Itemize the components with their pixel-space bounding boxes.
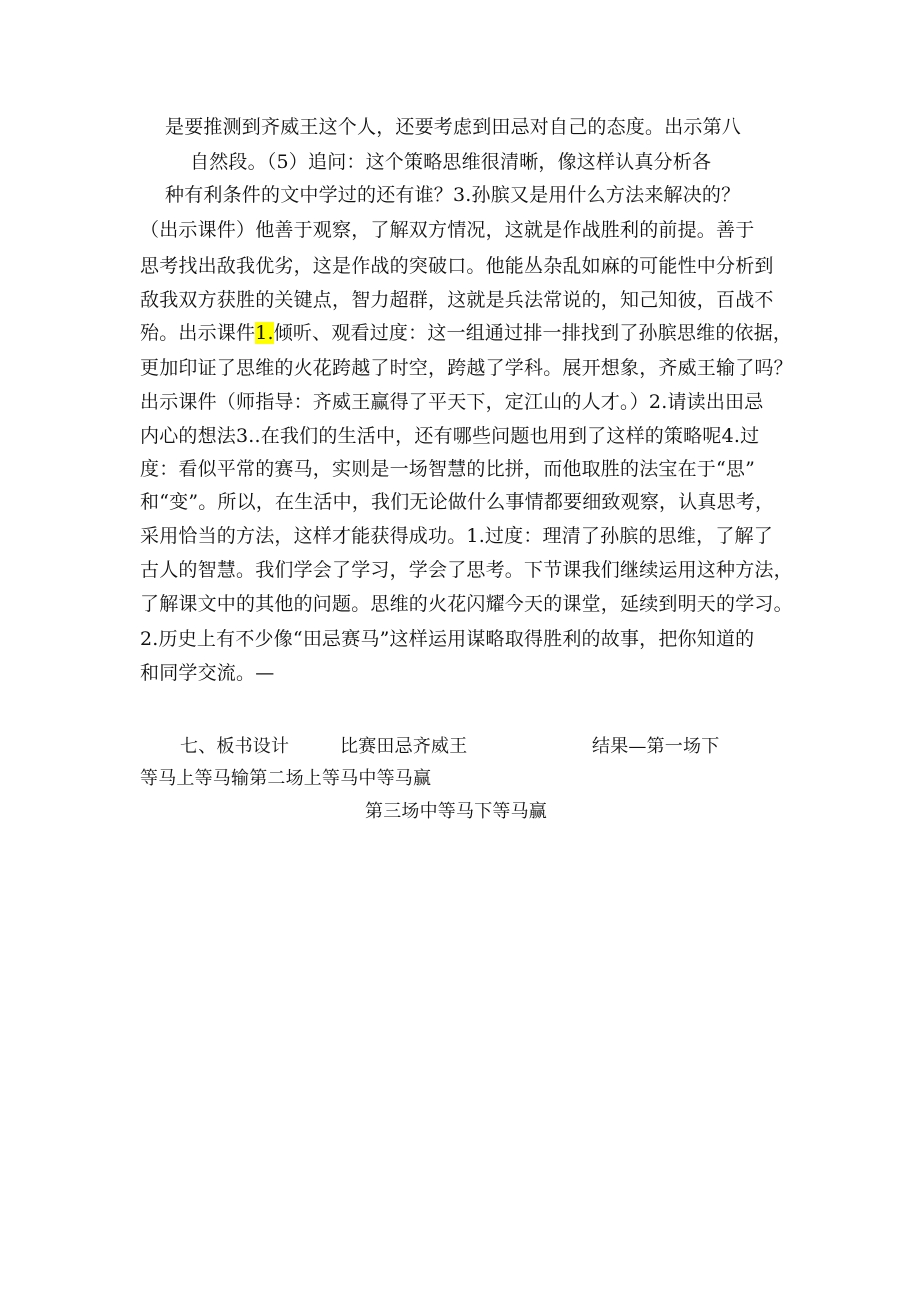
text-line: 敌我双方获胜的关键点，智力超群，这就是兵法常说的，知己知彼，百战不	[140, 289, 774, 311]
text-line: （出示课件）他善于观察，了解双方情况，这就是作战胜利的前提。善于	[140, 219, 755, 241]
text-line: 思考找出敌我优劣，这是作战的突破口。他能丛杂乱如麻的可能性中分析到	[140, 255, 774, 277]
board-line: 等马上等马输第二场上等马中等马赢	[140, 768, 432, 789]
text-line: 种有利条件的文中学过的还有谁？3.孙膑又是用什么方法来解决的？	[165, 184, 741, 206]
text-line: 度：看似平常的赛马，实则是一场智慧的比拼，而他取胜的法宝在于“思”	[140, 458, 756, 480]
board-title: 比赛田忌齐威王	[340, 736, 468, 757]
board-result: 结果—第一场下	[592, 736, 720, 757]
text-line: 古人的智慧。我们学会了学习，学会了思考。下节课我们继续运用这种方法，	[140, 559, 793, 581]
highlighted-marker: 1.	[255, 322, 274, 344]
text-line: 是要推测到齐威王这个人，还要考虑到田忌对自己的态度。出示第八	[165, 116, 742, 138]
text-line: 和同学交流。—	[140, 662, 275, 684]
text-line: 2.历史上有不少像“田忌赛马”这样运用谋略取得胜利的故事，把你知道的	[140, 628, 755, 650]
text-segment: 倾听、观看过度：这一组通过排一排找到了孙膑思维的依据，	[273, 322, 793, 344]
board-heading: 七、板书设计	[180, 736, 290, 757]
board-line: 第三场中等马下等马赢	[365, 801, 547, 822]
text-line: 自然段。（5）追问：这个策略思维很清晰，像这样认真分析各	[190, 151, 712, 173]
text-line: 内心的想法3..在我们的生活中，还有哪些问题也用到了这样的策略呢4.过	[140, 425, 760, 447]
text-line: 更加印证了思维的火花跨越了时空，跨越了学科。展开想象，齐威王输了吗？	[140, 357, 793, 379]
text-line: 了解课文中的其他的问题。思维的火花闪耀今天的课堂，延续到明天的学习。	[140, 593, 793, 615]
text-segment: 殆。出示课件	[140, 322, 256, 344]
text-line: 和“变”。所以，在生活中，我们无论做什么事情都要细致观察，认真思考，	[140, 491, 775, 513]
text-line: 出示课件（师指导：齐威王赢得了平天下，定江山的人才。）2.请读出田忌	[140, 391, 764, 413]
text-line: 采用恰当的方法，这样才能获得成功。1.过度：理清了孙膑的思维，了解了	[140, 525, 773, 547]
text-line	[140, 321, 792, 345]
